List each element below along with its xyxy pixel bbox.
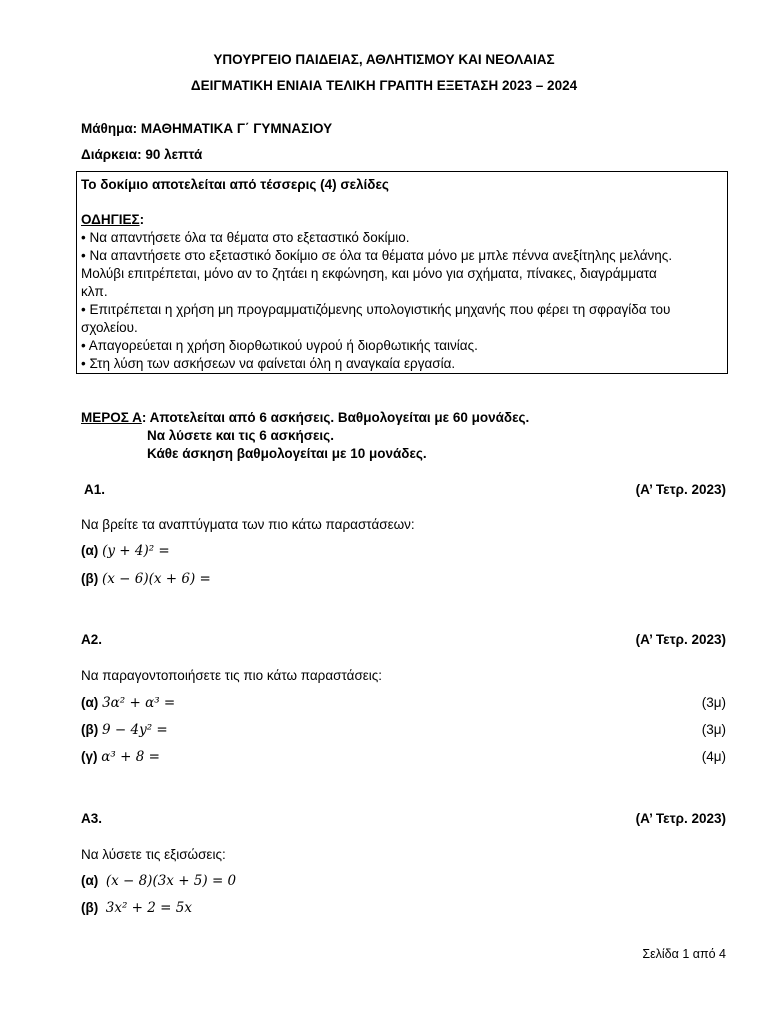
exercise-a1-id: A1. [84,482,106,497]
exercise-a1-item-a [81,543,170,559]
item-expression: (y + 4)² = [102,543,170,559]
instructions-box [76,171,728,374]
page-number: Σελίδα 1 από 4 [642,947,726,961]
item-label: (β) [81,571,99,586]
item-label: (α) [81,543,99,558]
item-label: (α) [81,695,99,710]
part-a-line2: Να λύσετε και τις 6 ασκήσεις. [147,428,334,443]
instruction-line: • Να απαντήσετε στο εξεταστικό δοκίμιο σε όλα τα θέματα μόνο με μπλε πέννα ανεξίτηλης μελάνης. [81,248,673,263]
exam-heading: ΔΕΙΓΜΑΤΙΚΗ ΕΝΙΑΙΑ ΤΕΛΙΚΗ ΓΡΑΠΤΗ ΕΞΕΤΑΣΗ 2023 – 2024 [190,78,578,93]
instruction-line: • Να απαντήσετε όλα τα θέματα στο εξεταστικό δοκίμιο. [81,230,410,245]
ministry-heading: ΥΠΟΥΡΓΕΙΟ ΠΑΙΔΕΙΑΣ, ΑΘΛΗΤΙΣΜΟΥ ΚΑΙ ΝΕΟΛΑΙΑΣ [213,52,555,67]
exercise-a3-prompt: Να λύσετε τις εξισώσεις: [81,847,226,862]
exercise-a2-item-b-marks: (3μ) [701,722,726,737]
exercise-a2-item-a [81,695,175,711]
item-expression: 3α² + α³ = [102,695,176,711]
item-label: (α) [81,873,99,888]
exercise-a1-prompt: Να βρείτε τα αναπτύγματα των πιο κάτω παραστάσεων: [81,517,415,532]
exercise-a2-item-c-marks: (4μ) [701,749,726,764]
instruction-line: • Στη λύση των ασκήσεων να φαίνεται όλη η αναγκαία εργασία. [81,356,456,371]
instruction-line: κλπ. [81,284,108,299]
duration-line: Διάρκεια: 90 λεπτά [81,147,203,162]
item-label: (γ) [81,749,98,764]
exercise-a3-source: (Α’ Τετρ. 2023) [635,811,726,826]
instructions-title-colon: : [139,212,145,227]
exercise-a1-source: (Α’ Τετρ. 2023) [635,482,726,497]
instruction-line: Μολύβι επιτρέπεται, μόνο αν το ζητάει η εκφώνηση, και μόνο για σχήματα, πίνακες, διαγράμματα [81,266,657,281]
part-a-line1 [81,410,529,425]
exercise-a2-item-c [81,749,160,765]
instruction-line: • Απαγορεύεται η χρήση διορθωτικού υγρού ή διορθωτικής ταινίας. [81,338,478,353]
exercise-a3-item-a [81,873,236,889]
instruction-line: • Επιτρέπεται η χρήση μη προγραμματιζόμενης υπολογιστικής μηχανής που φέρει τη σφραγίδα του [81,302,671,317]
instruction-line: σχολείου. [81,320,138,335]
instructions-title [81,212,144,227]
item-expression: 9 − 4y² = [102,722,168,738]
exercise-a2-id: A2. [81,632,103,647]
item-expression: α³ + 8 = [101,749,160,765]
item-expression: (x − 6)(x + 6) = [102,571,211,587]
exercise-a3-id: A3. [81,811,103,826]
subject-line: Μάθημα: ΜΑΘΗΜΑΤΙΚΑ Γ΄ ΓΥΜΝΑΣΙΟΥ [81,121,333,136]
item-expression: (x − 8)(3x + 5) = 0 [105,873,237,889]
instructions-title-text: ΟΔΗΓΙΕΣ [81,212,140,227]
part-a-line3: Κάθε άσκηση βαθμολογείται με 10 μονάδες. [147,446,427,461]
exercise-a2-prompt: Να παραγοντοποιήσετε τις πιο κάτω παραστάσεις: [81,668,383,683]
pages-note: Το δοκίμιο αποτελείται από τέσσερις (4) σελίδες [81,177,389,192]
part-a-description: : Αποτελείται από 6 ασκήσεις. Βαθμολογείται με 60 μονάδες. [141,410,530,425]
exercise-a2-item-b [81,722,168,738]
item-expression: 3x² + 2 = 5x [105,900,192,916]
exercise-a3-item-b [81,900,192,916]
item-label: (β) [81,900,99,915]
part-a-label: ΜΕΡΟΣ Α [81,410,142,425]
exercise-a2-item-a-marks: (3μ) [701,695,726,710]
exercise-a1-item-b [81,571,211,587]
exercise-a2-source: (Α’ Τετρ. 2023) [635,632,726,647]
item-label: (β) [81,722,99,737]
